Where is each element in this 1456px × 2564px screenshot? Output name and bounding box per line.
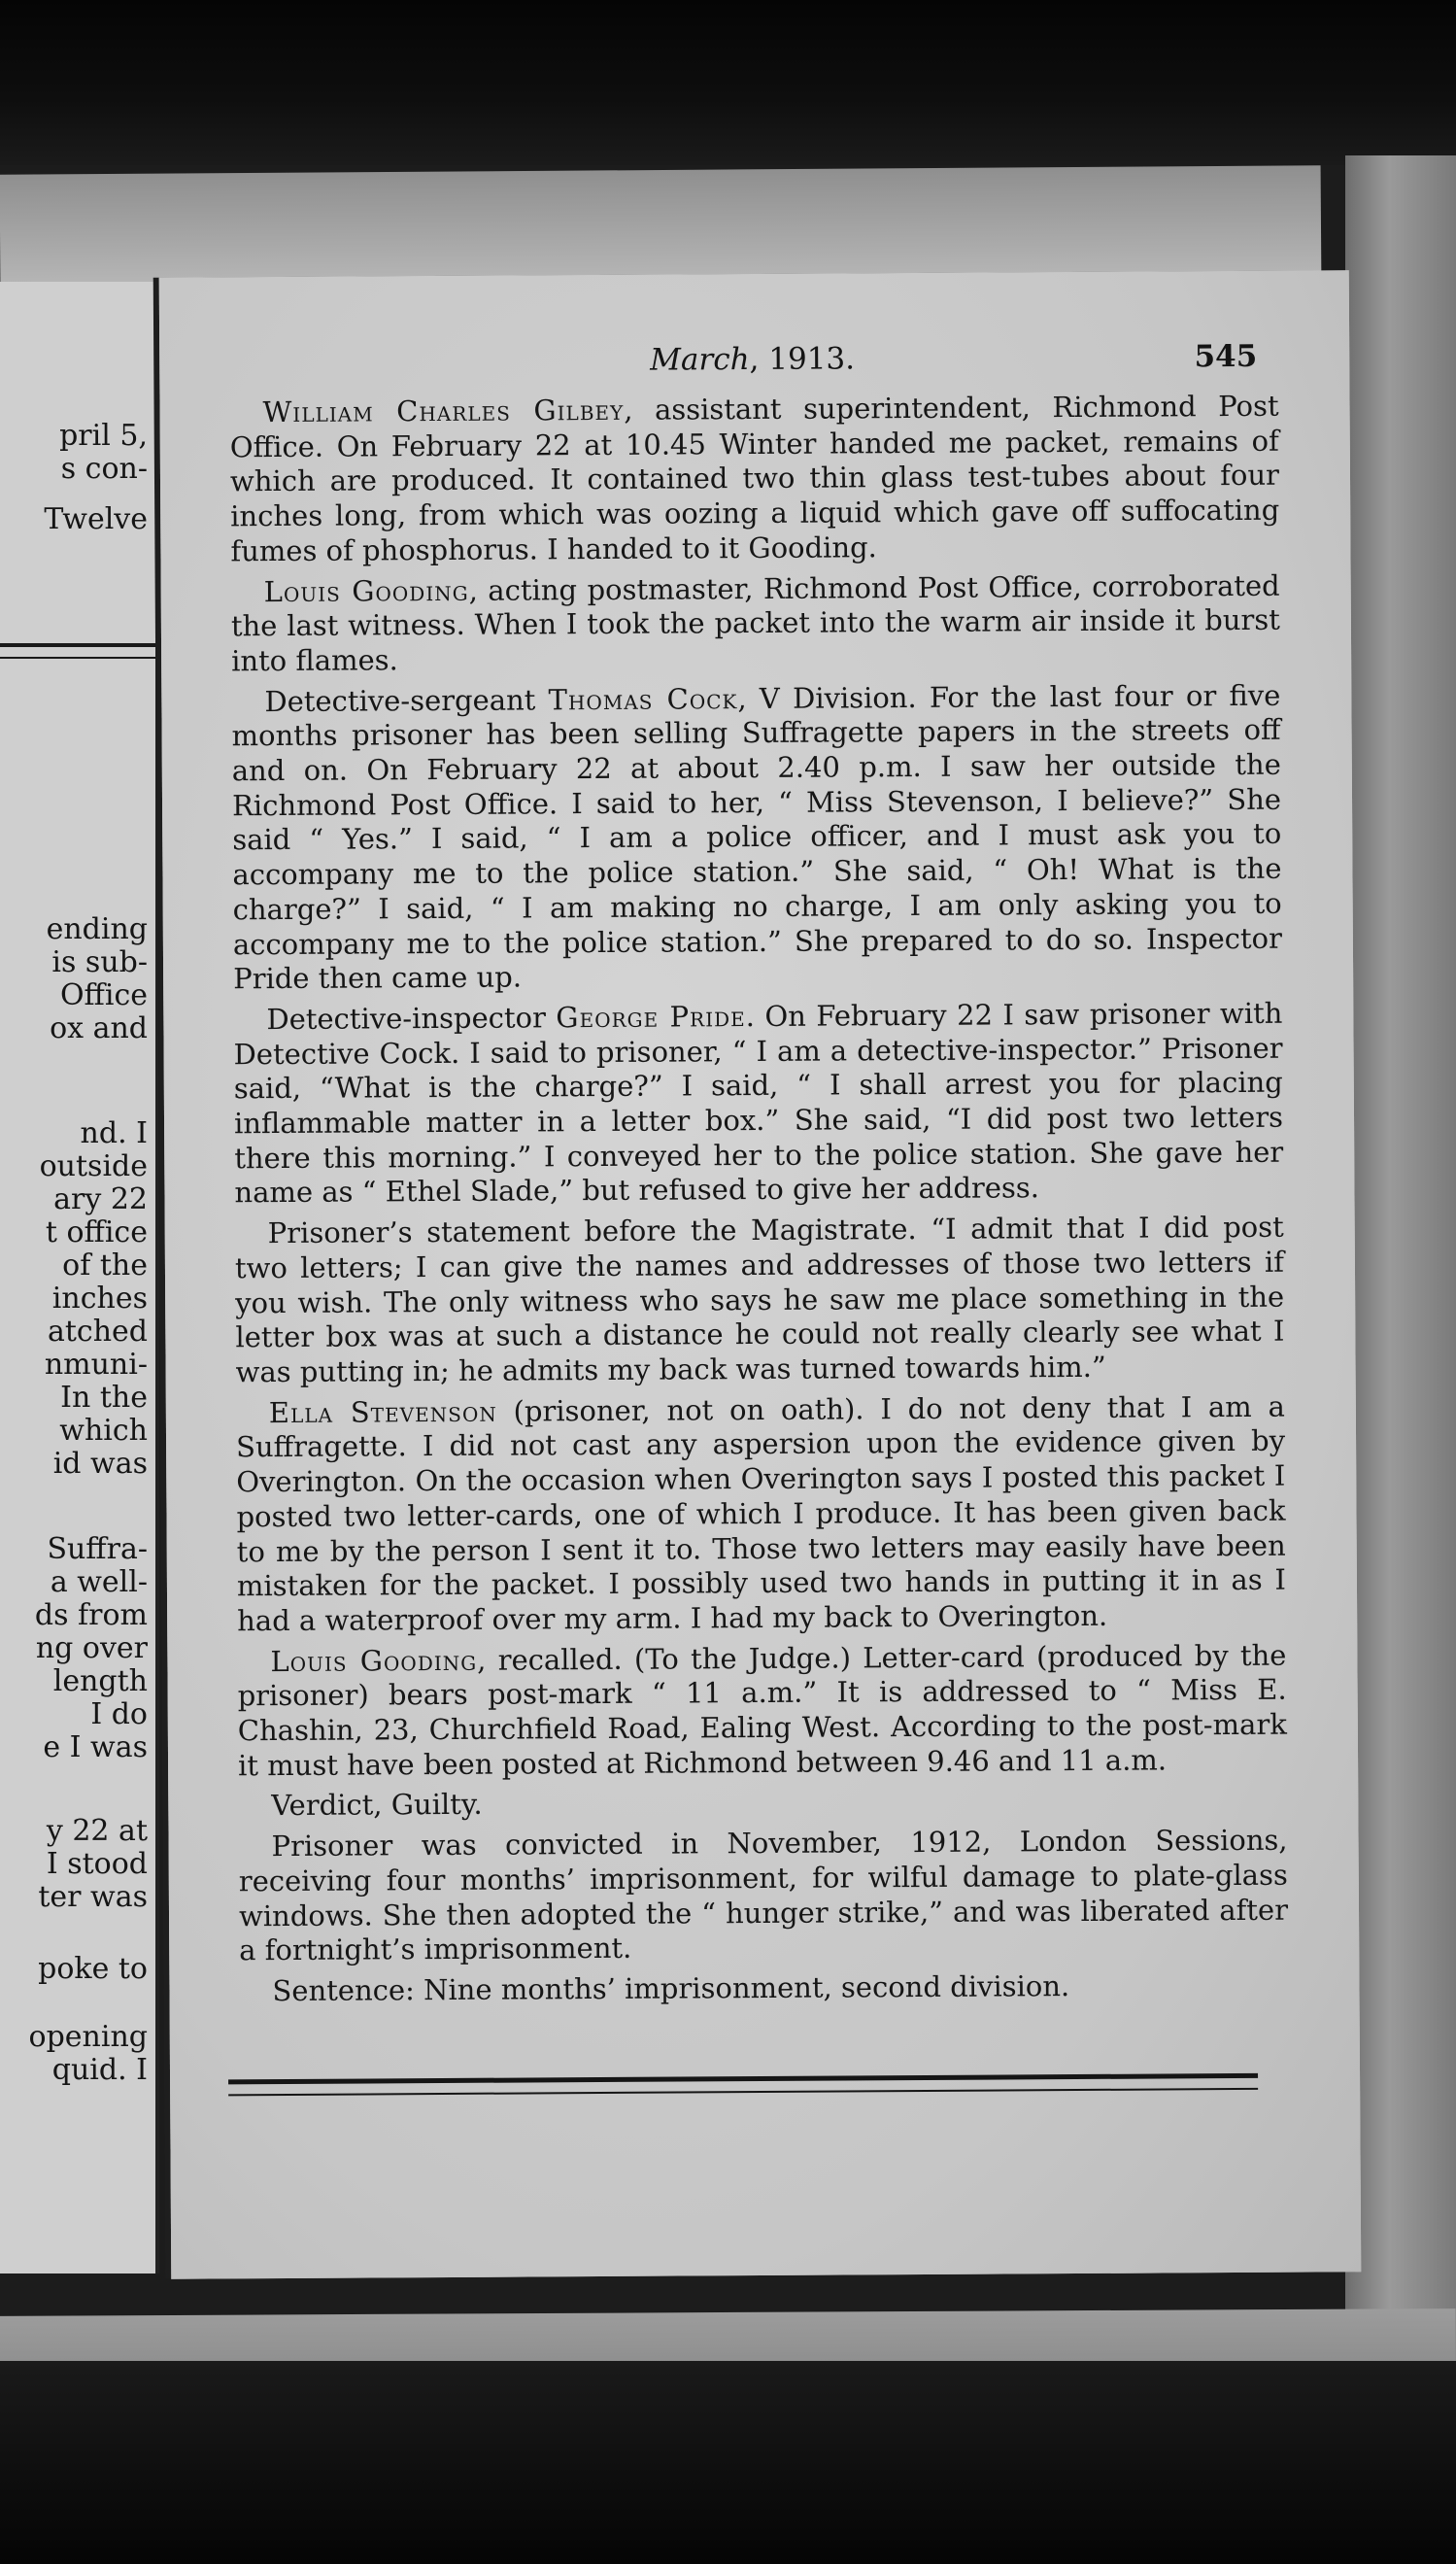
paragraph-text: (prisoner, not on oath). I do not deny that I am a Suffragette. I did not cast any aspersion upon the evidence given by Overington. On the occasion when Overington says I posted this packet I posted two letter-cards, one of which I produce. It has been given back to me by the person I sent it to. Those two letters may easily have been mistaken for the packet. I possibly used two hands in putting it in as I had a waterproof over my arm. I had my back to Overington.: [235, 1389, 1287, 1638]
facing-page-line: opening: [28, 2020, 148, 2054]
paragraph-text: , acting postmaster, Richmond Post Office, corroborated the last witness. When I took the packet into the warm air inside it burst into flames.: [230, 568, 1280, 678]
paragraph-text: Prisoner was convicted in November, 1912, London Sessions, receiving four months’ imprisonment, for wilful damage to plate-glass windows. She then adopted the “ hunger strike,” and was liberated after a fortnight’s imprisonment.: [238, 1823, 1289, 1967]
facing-page-line: In the: [60, 1381, 148, 1415]
facing-page-line: atched: [47, 1315, 148, 1349]
witness-name: Thomas Cock: [548, 681, 738, 716]
section-end-rule: [228, 2073, 1258, 2096]
paragraph-verdict: [238, 1783, 1287, 1824]
facing-page-line: s con-: [60, 452, 148, 486]
scan-bottom-border: [0, 2361, 1456, 2564]
witness-name: Louis Gooding: [263, 573, 469, 608]
paragraph-pride-testimony: [233, 997, 1283, 1212]
facing-page-line: t office: [45, 1215, 148, 1249]
witness-name: Louis Gooding: [270, 1643, 478, 1678]
paragraph-text: Prisoner’s statement before the Magistrate. “I admit that I did post two letters; I can give the names and addresses of those two letters if you wish. The only witness who says he saw me place something in the letter box was at such a distance he could not really clearly see what I was putting in; he admits my back was turned towards him.”: [234, 1210, 1285, 1389]
running-head-year: , 1913.: [749, 341, 856, 378]
paragraph-cock-testimony: [231, 678, 1282, 997]
facing-page-line: ter was: [38, 1880, 148, 1914]
running-head-date: [650, 341, 855, 377]
paragraph-prisoner-statement: [235, 1211, 1285, 1390]
witness-name: Ella Stevenson: [268, 1394, 497, 1429]
facing-page-line: nd. I: [80, 1116, 148, 1150]
paragraph-gilbey-testimony: [229, 390, 1279, 569]
facing-page-line: which: [59, 1414, 148, 1448]
right-background-paper: [1345, 155, 1456, 2390]
facing-page-line: y 22 at: [46, 1814, 148, 1848]
facing-page-line: length: [52, 1664, 148, 1698]
paragraph-text: , assistant superintendent, Richmond Post Office. On February 22 at 10.45 Winter handed me packet, remains of which are produced. It contained two thin glass test-tubes about four inches long, from which was oozing a liquid which gave off suffocating fumes of phosphorus. I handed to it Gooding.: [229, 389, 1280, 568]
facing-page-line: nmuni-: [44, 1348, 148, 1382]
facing-page-line: outside: [39, 1149, 148, 1183]
facing-page-line: poke to: [38, 1952, 148, 1986]
facing-page-line: of the: [62, 1248, 148, 1282]
witness-name: George Pride: [556, 1000, 746, 1035]
facing-page-fragment: [0, 282, 159, 2273]
facing-page-line: I stood: [46, 1847, 148, 1881]
page-number: 545: [1194, 338, 1258, 375]
facing-page-line: e I was: [43, 1730, 148, 1764]
witness-name: William Charles Gilbey: [262, 393, 625, 429]
facing-page-line: ary 22: [53, 1182, 148, 1216]
paragraph-text: , V Division. For the last four or five months prisoner has been selling Suffragette papers in the streets off and on. On February 22 at about 2.40 p.m. I saw her outside the Richmond Post Office. I said to her, “ Miss Stevenson, I believe?” She said “ Yes.” I said, “ I am a police officer, and I must ask you to accompany me to the police station.” She said, “ Oh! What is the charge?” I said, “ I am making no charge, I am only asking you to accompany me to the police station.” She prepared to do so. Inspector Pride then came up.: [231, 678, 1282, 996]
paragraph-stevenson-testimony: [236, 1389, 1287, 1639]
facing-page-line: id was: [52, 1447, 148, 1481]
running-head: [159, 338, 1349, 384]
facing-page-line: ng over: [35, 1631, 148, 1665]
paragraph-gooding-recalled: [237, 1638, 1287, 1783]
witness-rank: Detective-inspector: [266, 1001, 557, 1037]
paragraph-previous-conviction: [238, 1824, 1288, 1968]
paragraph-text: , recalled. (To the Judge.) Letter-card (produced by the prisoner) bears post-mark “ 11 a.m.” It is addressed to “ Miss E. Chashin, 23, Churchfield Road, Ealing West. According to the post-mark it must have been posted at Richmond between 9.46 and 11 a.m.: [237, 1638, 1287, 1783]
witness-rank: Detective-sergeant: [264, 682, 549, 718]
paragraph-text: . On February 22 I saw prisoner with Detective Cock. I said to prisoner, “ I am a detective-inspector.” Prisoner said, “What is the charge?” I said, “ I shall arrest you for placing inflammable matter in a letter box.” She said, “I did post two letters there this morning.” I conveyed her to the police station. She gave her name as “ Ethel Slade,” but refused to give her address.: [233, 996, 1284, 1210]
paragraph-gooding-testimony: [231, 568, 1281, 679]
facing-page-line: ds from: [34, 1598, 148, 1632]
facing-page-line: a well-: [50, 1565, 148, 1599]
facing-page-line: pril 5,: [59, 419, 148, 453]
paragraph-text: Sentence: Nine months’ imprisonment, second division.: [272, 1969, 1070, 2008]
facing-page-line: Office: [59, 978, 148, 1012]
paragraph-text: Verdict, Guilty.: [271, 1788, 483, 1823]
paragraph-sentence: [239, 1968, 1288, 2009]
facing-page-line: Twelve: [44, 502, 148, 536]
facing-page-line: is sub-: [51, 945, 148, 979]
facing-page-line: Suffra-: [47, 1532, 148, 1566]
book-page: [159, 270, 1362, 2278]
facing-page-line: ox and: [50, 1011, 148, 1045]
scan-top-border: [0, 0, 1456, 165]
facing-page-line: inches: [51, 1282, 148, 1316]
running-head-month: March: [650, 342, 750, 378]
facing-page-line: quid. I: [51, 2053, 148, 2087]
body-text: [229, 390, 1288, 2015]
facing-page-line: I do: [90, 1697, 148, 1731]
facing-page-rule: [0, 643, 155, 659]
facing-page-line: ending: [46, 912, 148, 946]
